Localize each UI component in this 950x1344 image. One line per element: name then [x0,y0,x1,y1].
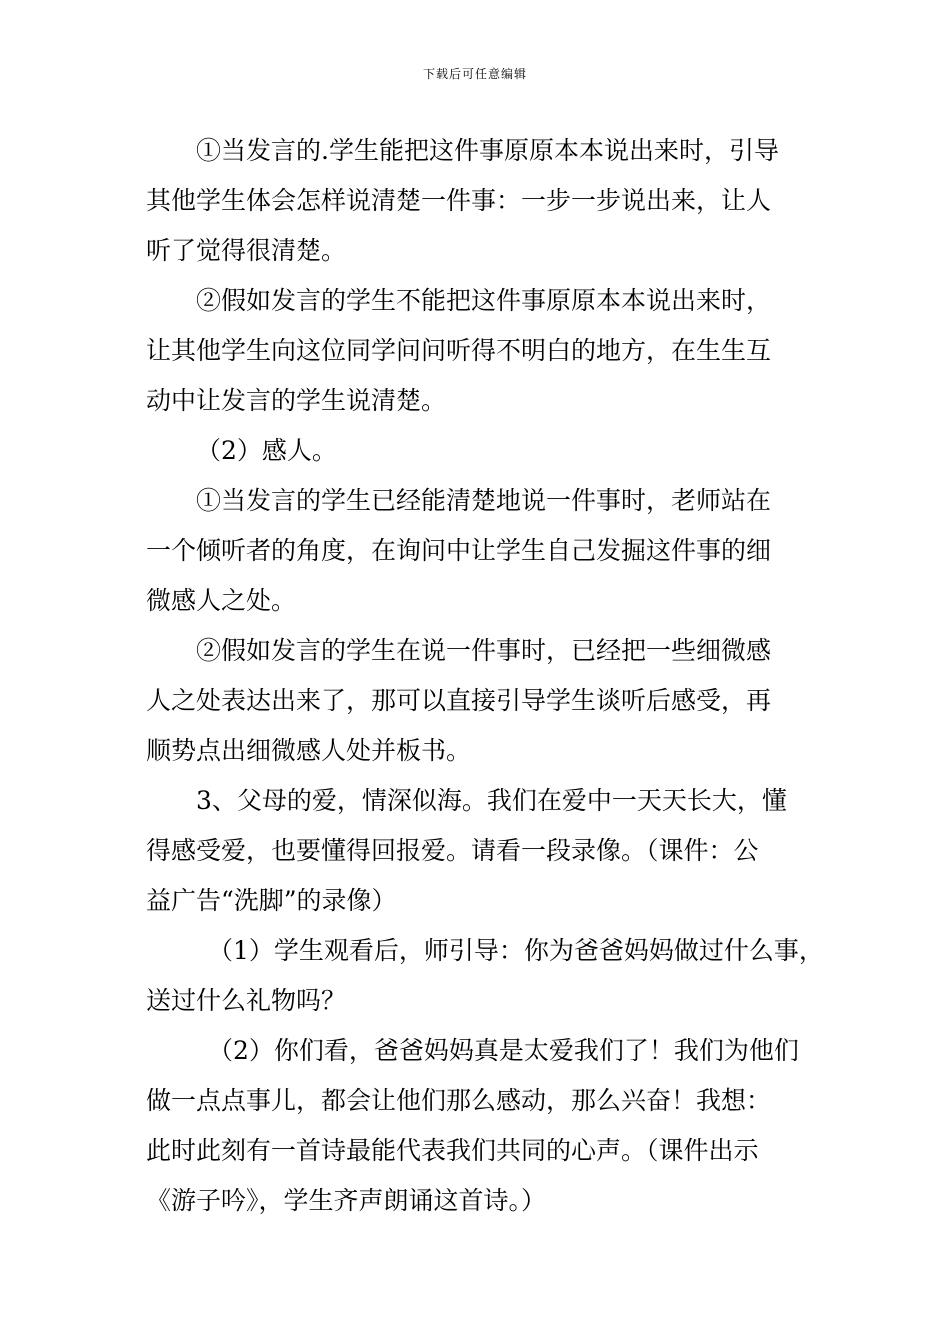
text-line: 做一点点事儿，都会让他们那么感动，那么兴奋！我想： [146,1086,772,1115]
text-line: ①当发言的学生已经能清楚地说一件事时，老师站在 [196,486,772,515]
text-line: （2）感人。 [196,436,337,465]
text-line: 其他学生体会怎样说清楚一件事：一步一步说出来，让人 [146,186,772,215]
text-line: 人之处表达出来了，那可以直接引导学生谈听后感受，再 [146,686,772,715]
text-line: （1）学生观看后，师引导：你为爸爸妈妈做过什么事， [208,936,824,965]
text-line: 微感人之处。 [146,586,297,615]
text-line: 送过什么礼物吗？ [146,986,347,1015]
paragraph [146,626,826,776]
paragraph [146,776,826,926]
page-header: 下载后可任意编辑 [422,67,527,81]
paragraph [146,426,826,476]
text-line: ②假如发言的学生在说一件事时，已经把一些细微感 [196,636,772,665]
paragraph [146,926,826,1026]
text-line: 让其他学生向这位同学问问听得不明白的地方，在生生互 [146,336,772,365]
paragraph [146,476,826,626]
text-line: 动中让发言的学生说清楚。 [146,386,447,415]
paragraph [146,276,826,426]
text-line: 此时此刻有一首诗最能代表我们共同的心声。（课件出示 [146,1136,759,1165]
paragraph [146,1026,826,1226]
text-line: ①当发言的.学生能把这件事原原本本说出来时，引导 [196,136,779,165]
text-line: 3、父母的爱，情深似海。我们在爱中一天天长大，懂 [196,786,787,815]
text-line: 听了觉得很清楚。 [146,236,347,265]
text-line: ②假如发言的学生不能把这件事原原本本说出来时， [196,286,772,315]
text-line: 得感受爱，也要懂得回报爱。请看一段录像。（课件：公 [146,836,759,865]
document-body [146,126,826,1226]
text-line: 一个倾听者的角度，在询问中让学生自己发掘这件事的细 [146,536,772,565]
text-line: 顺势点出细微感人处并板书。 [146,736,472,765]
text-line: 益广告“洗脚”的录像） [146,886,397,915]
text-line: （2）你们看，爸爸妈妈真是太爱我们了！我们为他们 [208,1036,799,1065]
paragraph [146,126,826,276]
text-line: 《游子吟》，学生齐声朗诵这首诗。） [146,1186,547,1215]
